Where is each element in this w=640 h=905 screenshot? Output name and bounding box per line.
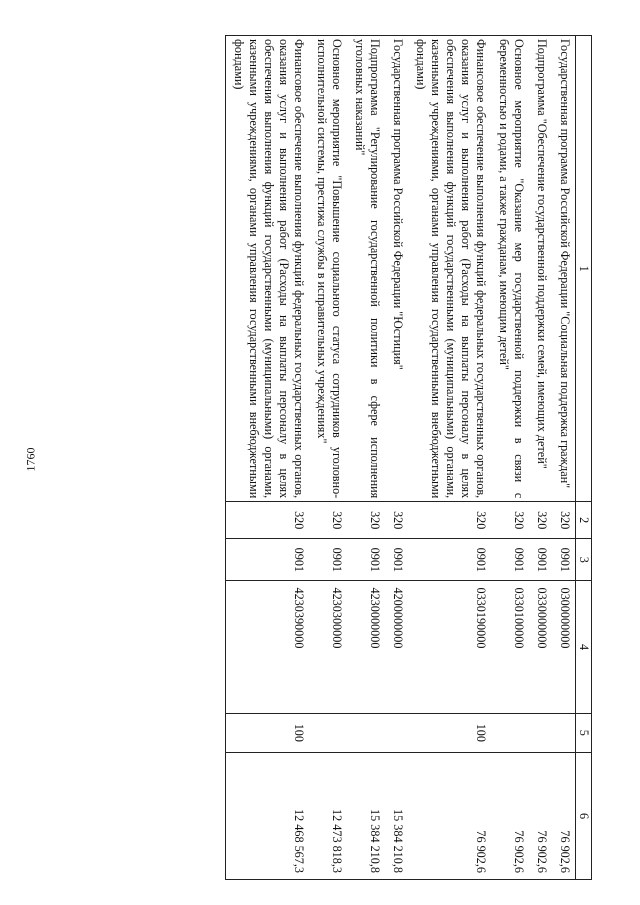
row-ministry: 320 [552,502,576,539]
row-type [347,713,385,753]
table-row [309,36,347,880]
row-name: Подпрограмма "Обеспечение государственной поддержки семей, имеющих детей" [529,36,552,502]
row-name: Основное мероприятие "Повышение социального статуса сотрудников уголовно-исполнительной системы, престижа службы в исправительных учреждениях" [309,36,347,502]
row-type [491,713,529,753]
row-type: 100 [226,713,310,753]
row-target: 4200000000 [385,581,408,713]
row-target: 4230000000 [347,581,385,713]
row-name: Финансовое обеспечение выполнения функций федеральных государственных органов, оказания услуг и выполнения работ (Расходы на выплаты персоналу в целях обеспечения выполнения функций государственными (муниципальными) органами, казенными учреждениями, органами управления государственными внебюджетными фондами) [408,36,491,502]
row-type [309,713,347,753]
row-amount: 76 902,6 [552,753,576,880]
table-row [529,36,552,880]
row-type: 100 [408,713,491,753]
row-target: 0330000000 [529,581,552,713]
row-amount: 15 384 210,8 [347,753,385,880]
row-amount: 15 384 210,8 [385,753,408,880]
row-ministry: 320 [385,502,408,539]
row-section: 0901 [347,539,385,581]
row-target: 0330190000 [408,581,491,713]
row-amount: 12 473 818,3 [309,753,347,880]
table-row [226,36,310,880]
table-row [408,36,491,880]
row-target: 4230390000 [226,581,310,713]
page-number [20,447,42,472]
row-amount: 76 902,6 [529,753,552,880]
row-name: Подпрограмма "Регулирование государственной политики в сфере исполнения уголовных наказаний" [347,36,385,502]
row-type [385,713,408,753]
header-col-4: 4 [576,581,592,713]
header-col-2: 2 [576,502,592,539]
row-target: 4230300000 [309,581,347,713]
row-type [552,713,576,753]
row-amount: 12 468 567,3 [226,753,310,880]
row-amount: 76 902,6 [491,753,529,880]
row-ministry: 320 [309,502,347,539]
row-type [529,713,552,753]
page-number-text: 1760 [23,447,38,472]
row-target: 0330100000 [491,581,529,713]
row-amount: 76 902,6 [408,753,491,880]
row-name: Государственная программа Российской Федерации "Социальная поддержка граждан" [552,36,576,502]
row-ministry: 320 [491,502,529,539]
header-col-3: 3 [576,539,592,581]
row-ministry: 320 [529,502,552,539]
header-col-1: 1 [576,36,592,502]
row-section: 0901 [408,539,491,581]
row-section: 0901 [309,539,347,581]
row-ministry: 320 [408,502,491,539]
table-row [385,36,408,880]
budget-table [225,35,592,880]
row-section: 0901 [491,539,529,581]
row-name: Основное мероприятие "Оказание мер государственной поддержки в связи с беременностью и родами, а также гражданам, имеющим детей" [491,36,529,502]
header-row [576,36,592,880]
table-row [552,36,576,880]
row-ministry: 320 [347,502,385,539]
row-ministry: 320 [226,502,310,539]
header-col-5: 5 [576,713,592,753]
header-col-6: 6 [576,753,592,880]
table-row [347,36,385,880]
row-section: 0901 [385,539,408,581]
row-section: 0901 [226,539,310,581]
budget-table-container [42,35,592,880]
row-section: 0901 [552,539,576,581]
row-section: 0901 [529,539,552,581]
row-target: 0300000000 [552,581,576,713]
row-name: Государственная программа Российской Федерации "Юстиция" [385,36,408,502]
table-row [491,36,529,880]
row-name: Финансовое обеспечение выполнения функций федеральных государственных органов, оказания услуг и выполнения работ (Расходы на выплаты персоналу в целях обеспечения выполнения функций государственными (муниципальными) органами, казенными учреждениями, органами управления государственными внебюджетными фондами) [226,36,310,502]
